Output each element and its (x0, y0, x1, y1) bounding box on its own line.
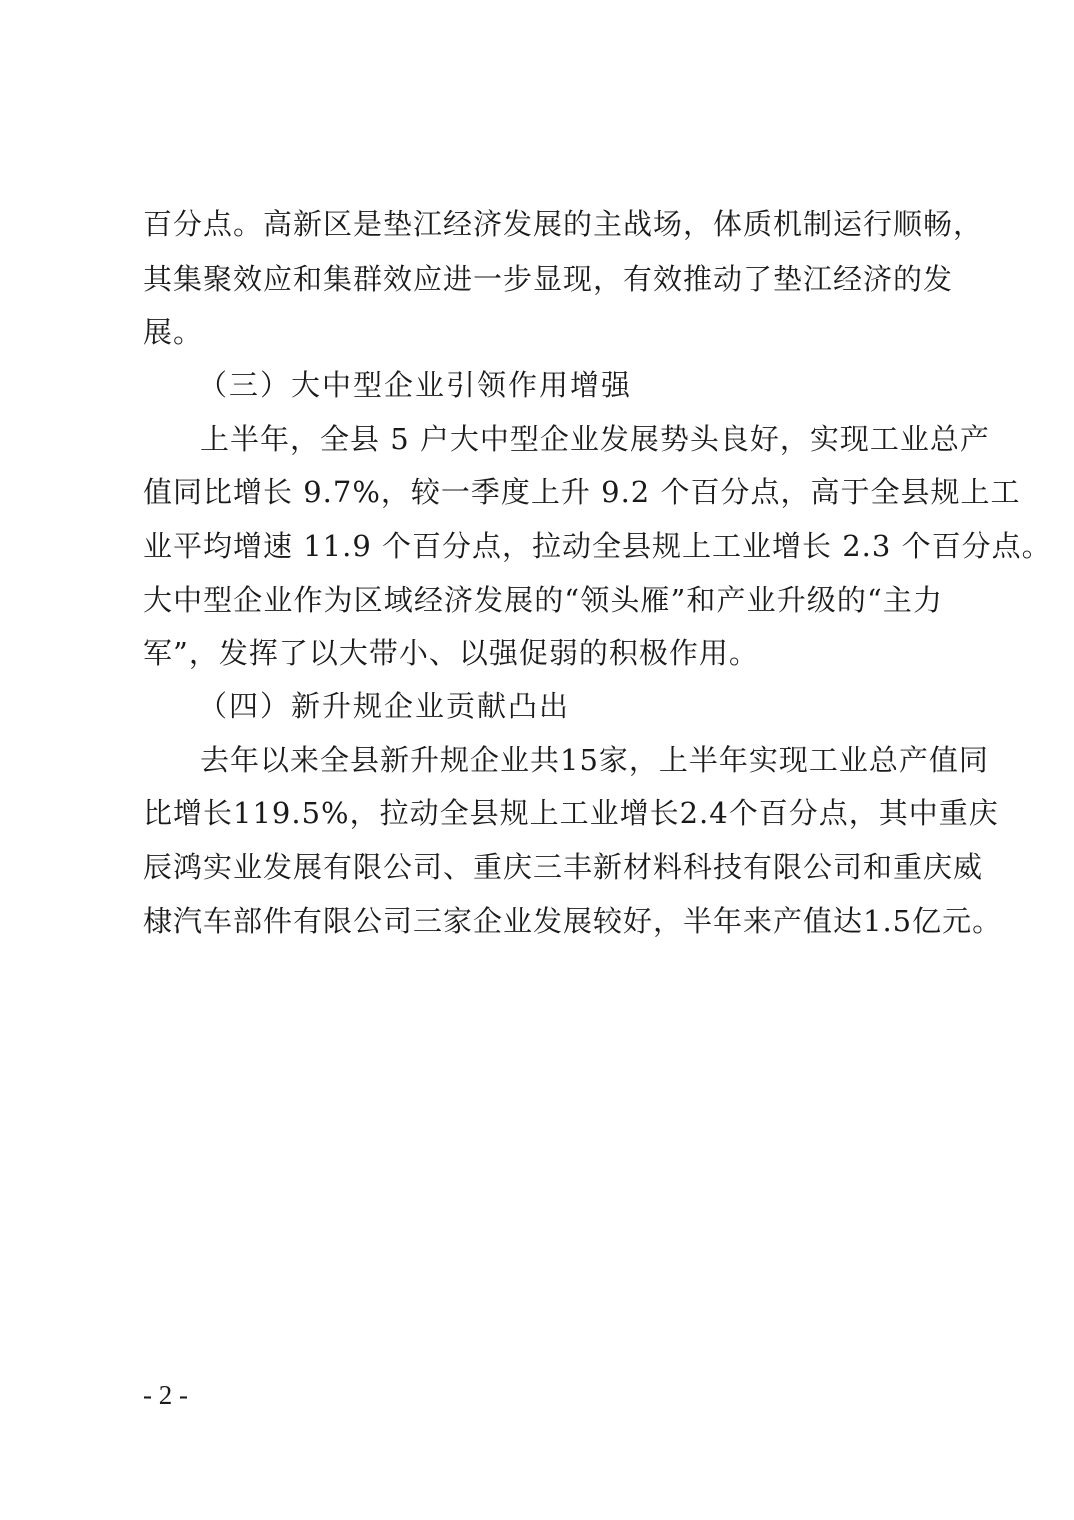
paragraph-3-line-4: 棣汽车部件有限公司三家企业发展较好，半年来产值达1.5亿元。 (143, 904, 1003, 938)
paragraph-2-line-3: 业平均增速 11.9 个百分点，拉动全县规上工业增长 2.3 个百分点。 (143, 529, 1052, 563)
paragraph-3-line-1: 去年以来全县新升规企业共15家，上半年实现工业总产值同 (200, 743, 989, 777)
paragraph-1-line-2: 其集聚效应和集群效应进一步显现，有效推动了垫江经济的发 (143, 262, 954, 296)
section-heading-4: （四）新升规企业贡献凸出 (198, 689, 571, 723)
paragraph-1-line-3: 展。 (143, 315, 204, 349)
paragraph-2-line-5: 军”，发挥了以大带小、以强促弱的积极作用。 (143, 636, 759, 670)
paragraph-3-line-3: 辰鸿实业发展有限公司、重庆三丰新材料科技有限公司和重庆威 (143, 850, 984, 884)
paragraph-3-line-2: 比增长119.5%，拉动全县规上工业增长2.4个百分点，其中重庆 (143, 796, 999, 830)
paragraph-1-line-1: 百分点。高新区是垫江经济发展的主战场，体质机制运行顺畅， (143, 207, 984, 241)
section-heading-3: （三）大中型企业引领作用增强 (198, 368, 633, 402)
page-number: - 2 - (143, 1380, 188, 1410)
paragraph-2-line-4: 大中型企业作为区域经济发展的“领头雁”和产业升级的“主力 (143, 583, 943, 617)
paragraph-2-line-2: 值同比增长 9.7%，较一季度上升 9.2 个百分点，高于全县规上工 (143, 475, 1021, 509)
paragraph-2-line-1: 上半年，全县 5 户大中型企业发展势头良好，实现工业总产 (200, 422, 990, 456)
